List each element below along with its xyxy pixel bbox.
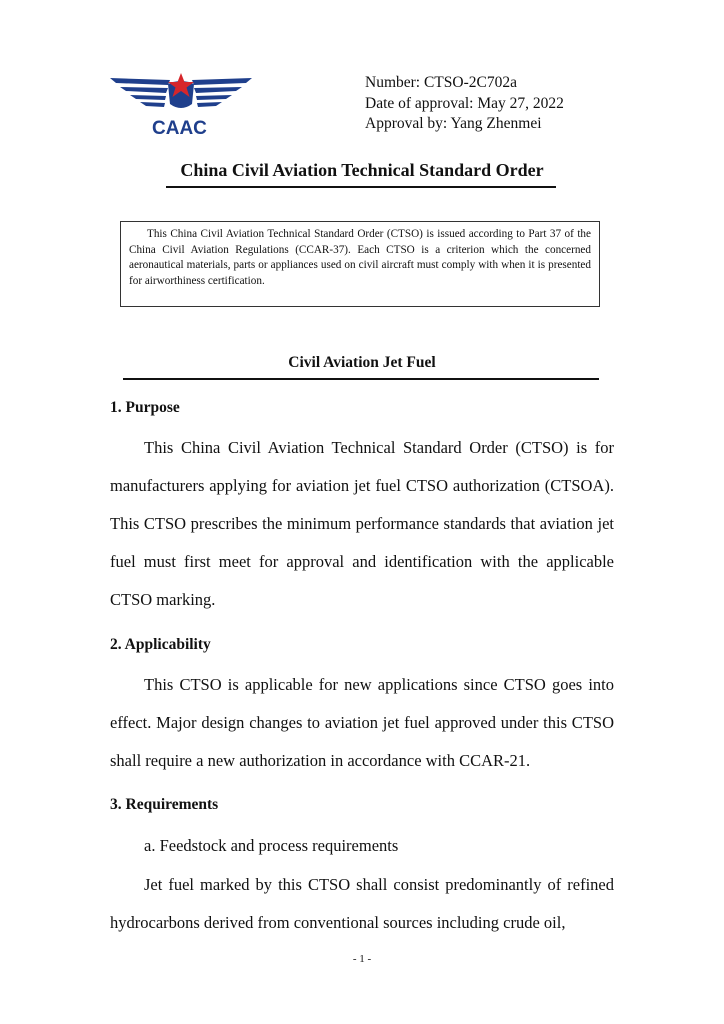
page-title: China Civil Aviation Technical Standard Order [180,160,544,180]
document-title: Civil Aviation Jet Fuel [288,354,436,371]
notice-box [120,221,600,307]
section-heading-applicability: 2. Applicability [110,636,211,653]
title-underline [166,186,556,188]
section-heading-requirements: 3. Requirements [110,796,219,813]
logo-text: CAAC [152,118,207,139]
document-number: Number: CTSO-2C702a [365,74,517,91]
document-title-underline [123,378,599,380]
caac-emblem-icon [108,70,254,140]
caac-logo [108,70,254,140]
section-heading-purpose: 1. Purpose [110,399,180,416]
approval-date: Date of approval: May 27, 2022 [365,95,564,112]
subsection-feedstock: a. Feedstock and process requirements [144,836,399,855]
notice-text: This China Civil Aviation Technical Standard Order (CTSO) is issued according to Part 37 of the China Civil Aviation Regulations (CCAR-37). Each CTSO is a criterion which the concerned aeronautical materials, parts or appliances used on civil aircraft must comply with when it is presented for airworthiness certification. [129,228,591,287]
section-text-applicability: This CTSO is applicable for new applications since CTSO goes into effect. Major design changes to aviation jet fuel approved under this CTSO shall require a new authorization in accordance with CCAR-21. [110,675,614,770]
section-text-requirements: Jet fuel marked by this CTSO shall consist predominantly of refined hydrocarbons derived from conventional sources including crude oil, [110,875,614,932]
page-number: - 1 - [352,953,372,965]
approved-by: Approval by: Yang Zhenmei [365,115,542,132]
section-text-purpose: This China Civil Aviation Technical Standard Order (CTSO) is for manufacturers applying for aviation jet fuel CTSO authorization (CTSOA). This CTSO prescribes the minimum performance standards that aviation jet fuel must first meet for approval and identification with the applicable CTSO marking. [110,438,614,609]
